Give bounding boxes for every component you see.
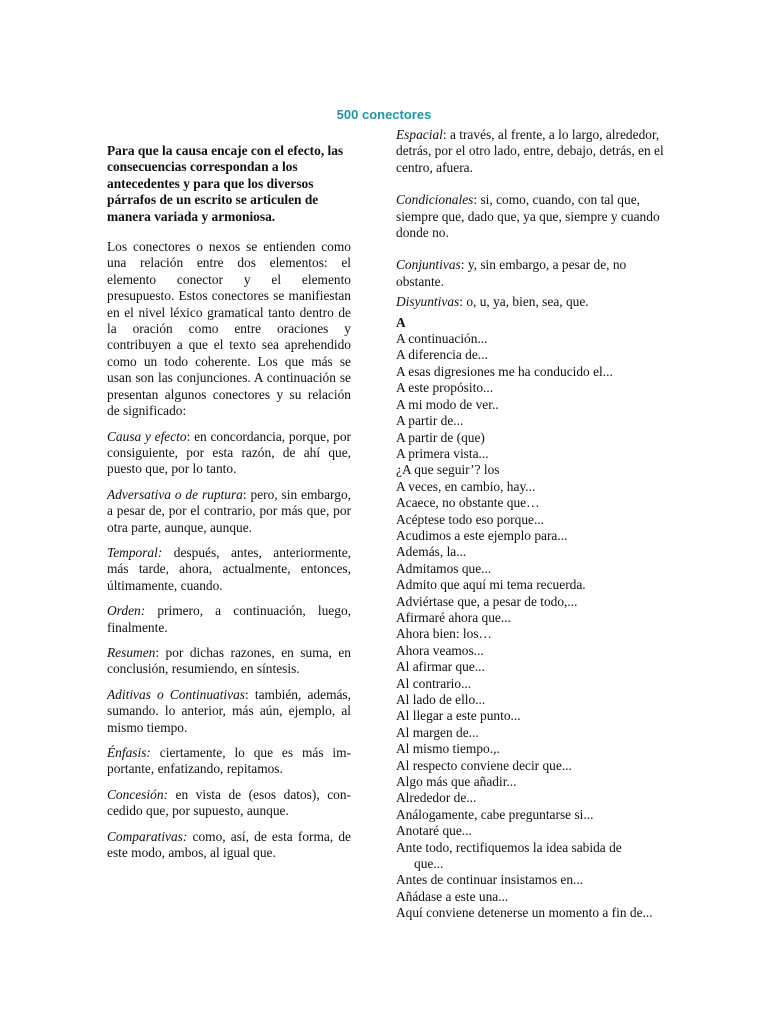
category-entry: [107, 429, 351, 478]
category-text: por dichas razones, en suma, en conclusión, resumiendo, en síntesis.: [107, 644, 351, 677]
category-text: como, así, de esta forma, de este modo, ambos, al igual que.: [107, 828, 351, 861]
right-column: [396, 127, 676, 922]
connector-phrase: Anotaré que...: [396, 823, 472, 839]
connector-phrase: Admito que aquí mi tema recuerda.: [396, 577, 586, 593]
category-separator: :: [155, 644, 160, 660]
connector-phrase: A veces, en cambio, hay...: [396, 478, 536, 494]
left-category-list: [107, 429, 351, 862]
category-text: en concordancia, porque, por consiguiente, por esta razón, de ahí que, puesto que, por lo tanto.: [107, 428, 351, 477]
category-separator: :: [186, 428, 191, 444]
category-text: y, sin embargo, a pesar de, no obstante.: [396, 257, 627, 289]
connector-phrase: Algo más que añadir...: [396, 774, 517, 790]
connector-phrase: que...: [414, 856, 444, 872]
connector-phrase: Acéptese todo eso porque...: [396, 511, 544, 527]
category-term: Espacial: [396, 127, 443, 142]
category-text: primero, a continuación, luego, finalmente.: [107, 603, 351, 635]
connector-phrase: A primera vista...: [396, 445, 489, 461]
right-category-list: [396, 127, 676, 311]
body-paragraph: Los conectores o nexos se entienden como una relación entre dos elementos: el elemento conector y el elemento presupuesto. Estos conectores se manifiestan en el nivel léxico gramatical tanto dentro de la oración como entre oraciones y contribuyen a que el texto sea aprehendido como un todo coherente. Los que más se usan son las conjunciones. A continuación se presentan algunos conectores y su relación de significado:: [107, 239, 351, 419]
category-entry: [107, 487, 351, 536]
category-entry: [107, 829, 351, 862]
connector-phrase: Acudimos a este ejemplo para...: [396, 527, 568, 543]
left-column: [107, 143, 351, 870]
category-entry: [107, 687, 351, 736]
category-separator: :: [242, 486, 247, 502]
category-term: Disyuntivas: [396, 294, 460, 310]
connector-phrase: Adviértase que, a pesar de todo,...: [396, 593, 578, 609]
connector-phrase: Al llegar a este punto...: [396, 708, 521, 724]
category-entry: [107, 603, 351, 636]
connector-phrase: A mi modo de ver..: [396, 396, 499, 412]
connector-phrase: Antes de continuar insistamos en...: [396, 872, 584, 888]
connector-phrase: Al lado de ello...: [396, 692, 486, 707]
category-term: Concesión:: [107, 786, 168, 802]
category-text: si, como, cuando, con tal que, siempre que, dado que, ya que, siempre y cuando donde no.: [396, 192, 660, 241]
category-term: Condicionales: [396, 192, 474, 208]
connector-phrase: A continuación...: [396, 331, 488, 347]
category-text: en vista de (esos datos), con-cedido que, por supuesto, aunque.: [107, 786, 351, 819]
connector-phrase: A este propósito...: [396, 380, 494, 396]
category-term: Resumen: [107, 644, 156, 660]
connector-phrase: Ahora veamos...: [396, 642, 484, 658]
category-term: Adversativa o de ruptura: [107, 486, 243, 502]
connector-phrase: A diferencia de...: [396, 347, 488, 363]
category-entry: [107, 745, 351, 778]
category-text: también, además, sumando. lo anterior, más aún, ejemplo, al mismo tiempo.: [107, 686, 351, 735]
connector-phrase: Al margen de...: [396, 724, 479, 740]
category-term: Causa y efecto: [107, 428, 187, 444]
connector-phrase: Afirmaré ahora que...: [396, 609, 511, 625]
connector-phrase: Ante todo, rectifiquemos la idea sabida de: [396, 839, 622, 855]
connector-phrase: Admitamos que...: [396, 560, 492, 576]
category-term: Énfasis:: [107, 745, 151, 760]
connector-phrase: ¿A que seguir’? los: [396, 462, 500, 478]
connector-phrase: Al contrario...: [396, 675, 472, 691]
connector-phrase: Aquí conviene detenerse un momento a fin de...: [396, 905, 653, 921]
connector-phrase: Acaece, no obstante que…: [396, 495, 540, 511]
category-separator: :: [460, 257, 465, 273]
connector-phrase: A partir de...: [396, 413, 464, 429]
category-separator: :: [459, 294, 463, 310]
connector-phrase: A partir de (que): [396, 429, 485, 445]
section-letter: A: [396, 314, 406, 330]
category-separator: :: [245, 686, 249, 702]
category-entry: [396, 294, 676, 310]
category-entry: [107, 545, 351, 594]
category-term: Orden:: [107, 603, 146, 619]
category-entry: [396, 127, 676, 176]
category-text: a través, al frente, a lo largo, alrededor, detrás, por el otro lado, entre, debajo, detrás, en el centro, afuera.: [396, 127, 664, 175]
category-term: Aditivas o Continuativas: [107, 686, 245, 702]
category-entry: [396, 192, 676, 241]
category-text: ciertamente, lo que es más im-portante, enfatizando, repitamos.: [107, 745, 351, 777]
intro-paragraph: Para que la causa encaje con el efecto, las consecuencias correspondan a los antecedentes y para que los diversos párrafos de un escrito se articulen de manera variada y armoniosa.: [107, 143, 344, 224]
connector-phrase: Ahora bien: los…: [396, 626, 492, 642]
connector-phrase: Al respecto conviene decir que...: [396, 757, 572, 773]
category-term: Conjuntivas: [396, 257, 461, 273]
connector-phrase: Análogamente, cabe preguntarse si...: [396, 806, 594, 822]
connector-phrase: Además, la...: [396, 544, 467, 560]
category-text: pero, sin embargo, a pesar de, por el contrario, por más que, por otra parte, aunque, aunque.: [107, 486, 352, 535]
connector-phrase: Añádase a este una...: [396, 888, 509, 904]
connector-phrase: Alrededor de...: [396, 790, 477, 806]
category-term: Comparativas:: [107, 828, 188, 844]
category-text: o, u, ya, bien, sea, que.: [462, 294, 589, 310]
category-separator: :: [442, 127, 447, 142]
connector-phrase: Al mismo tiempo.,.: [396, 741, 500, 757]
category-separator: :: [473, 192, 478, 208]
category-entry: [107, 787, 351, 820]
connector-phrase: Al afirmar que...: [396, 659, 485, 675]
category-entry: [396, 257, 676, 290]
connector-phrase: A esas digresiones me ha conducido el...: [396, 363, 613, 379]
category-text: después, antes, anteriormente, más tarde, ahora, actualmente, entonces, últimamente, cuando.: [107, 544, 351, 593]
phrase-list: [396, 331, 676, 922]
category-entry: [107, 645, 351, 678]
document-title: 500 conectores: [336, 107, 432, 122]
category-term: Temporal:: [107, 544, 163, 560]
